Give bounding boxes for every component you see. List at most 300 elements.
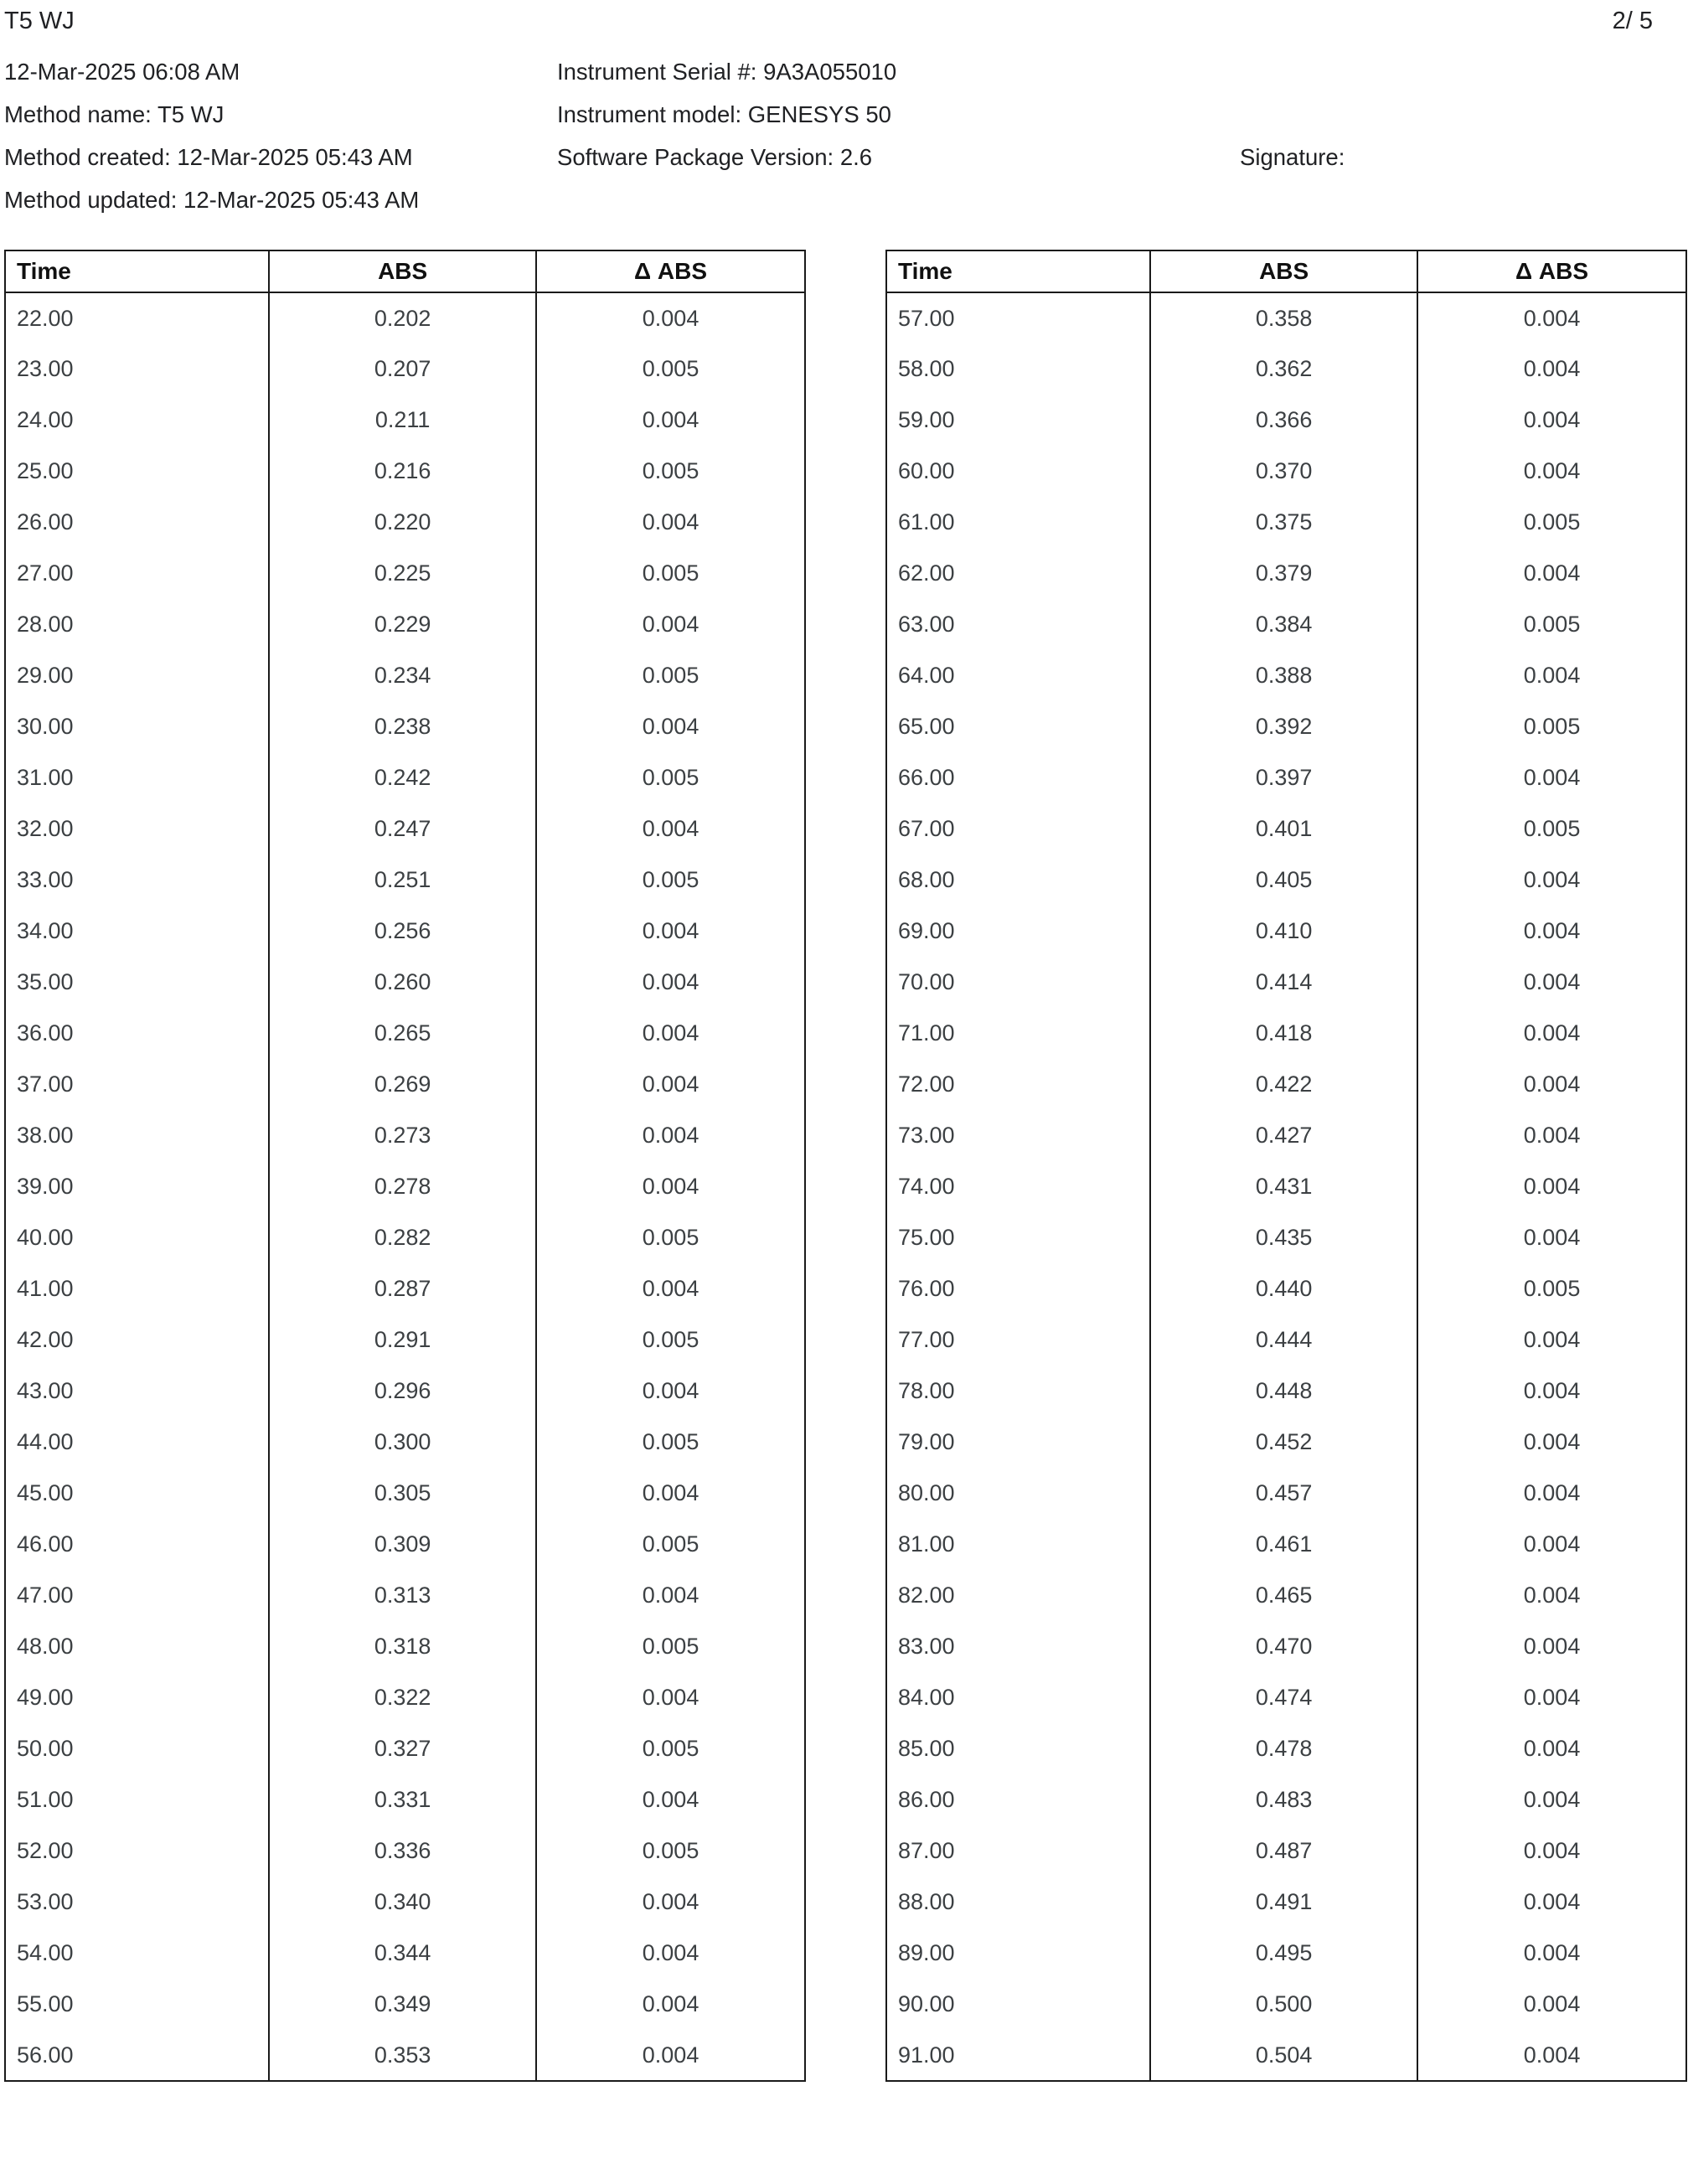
- delta-abs-cell: 0.005: [536, 548, 805, 599]
- abs-column-header: ABS: [1150, 250, 1417, 292]
- abs-cell: 0.296: [269, 1366, 536, 1417]
- table-row: [5, 599, 805, 650]
- abs-cell: 0.474: [1150, 1672, 1417, 1723]
- time-cell: 76.00: [886, 1263, 1150, 1314]
- method-name: Method name: T5 WJ: [4, 101, 225, 127]
- time-cell: 37.00: [5, 1059, 269, 1110]
- table-row: [886, 1417, 1686, 1468]
- abs-cell: 0.487: [1150, 1825, 1417, 1877]
- report-metadata: [4, 50, 1688, 221]
- signature-label: Signature:: [1240, 143, 1345, 170]
- delta-abs-cell: 0.005: [536, 752, 805, 803]
- report-titlebar: [4, 7, 1688, 42]
- table-row: [886, 1621, 1686, 1672]
- time-cell: 32.00: [5, 803, 269, 854]
- table-row: [5, 854, 805, 906]
- delta-abs-cell: 0.004: [1417, 650, 1686, 701]
- table-row: [5, 1314, 805, 1366]
- delta-abs-cell: 0.004: [1417, 1417, 1686, 1468]
- abs-cell: 0.410: [1150, 906, 1417, 957]
- abs-cell: 0.282: [269, 1212, 536, 1263]
- time-cell: 72.00: [886, 1059, 1150, 1110]
- delta-abs-cell: 0.004: [1417, 1110, 1686, 1161]
- delta-abs-cell: 0.004: [1417, 1366, 1686, 1417]
- table-row: [5, 1008, 805, 1059]
- delta-abs-cell: 0.005: [536, 1417, 805, 1468]
- delta-abs-cell: 0.004: [536, 1672, 805, 1723]
- time-cell: 42.00: [5, 1314, 269, 1366]
- delta-abs-cell: 0.005: [536, 1621, 805, 1672]
- time-cell: 31.00: [5, 752, 269, 803]
- time-cell: 28.00: [5, 599, 269, 650]
- abs-cell: 0.379: [1150, 548, 1417, 599]
- abs-cell: 0.247: [269, 803, 536, 854]
- time-cell: 33.00: [5, 854, 269, 906]
- time-cell: 64.00: [886, 650, 1150, 701]
- time-cell: 24.00: [5, 395, 269, 446]
- time-cell: 81.00: [886, 1519, 1150, 1570]
- table-row: [886, 701, 1686, 752]
- table-row: [886, 1672, 1686, 1723]
- abs-cell: 0.366: [1150, 395, 1417, 446]
- delta-abs-cell: 0.004: [1417, 1059, 1686, 1110]
- table-row: [886, 1570, 1686, 1621]
- delta-abs-cell: 0.004: [536, 906, 805, 957]
- table-row: [886, 497, 1686, 548]
- delta-abs-cell: 0.004: [536, 2030, 805, 2081]
- table-row: [886, 854, 1686, 906]
- table-body-left: [5, 292, 805, 2081]
- table-row: [886, 752, 1686, 803]
- delta-abs-cell: 0.004: [1417, 343, 1686, 395]
- delta-abs-cell: 0.005: [1417, 1263, 1686, 1314]
- delta-abs-cell: 0.004: [1417, 854, 1686, 906]
- time-cell: 26.00: [5, 497, 269, 548]
- table-row: [886, 1110, 1686, 1161]
- time-cell: 80.00: [886, 1468, 1150, 1519]
- delta-abs-cell: 0.004: [536, 803, 805, 854]
- abs-cell: 0.300: [269, 1417, 536, 1468]
- table-row: [886, 1825, 1686, 1877]
- time-cell: 34.00: [5, 906, 269, 957]
- abs-cell: 0.260: [269, 957, 536, 1008]
- time-cell: 85.00: [886, 1723, 1150, 1774]
- table-row: [886, 803, 1686, 854]
- delta-abs-cell: 0.004: [536, 1570, 805, 1621]
- time-cell: 66.00: [886, 752, 1150, 803]
- table-row: [5, 1979, 805, 2030]
- time-cell: 61.00: [886, 497, 1150, 548]
- abs-cell: 0.225: [269, 548, 536, 599]
- table-row: [5, 343, 805, 395]
- delta-abs-cell: 0.004: [1417, 1314, 1686, 1366]
- abs-cell: 0.242: [269, 752, 536, 803]
- time-cell: 35.00: [5, 957, 269, 1008]
- table-header-row: [886, 250, 1686, 292]
- abs-cell: 0.452: [1150, 1417, 1417, 1468]
- table-body-right: [886, 292, 1686, 2081]
- table-row: [886, 1519, 1686, 1570]
- time-cell: 84.00: [886, 1672, 1150, 1723]
- table-row: [886, 1059, 1686, 1110]
- delta-abs-cell: 0.005: [1417, 701, 1686, 752]
- delta-abs-cell: 0.004: [1417, 548, 1686, 599]
- delta-abs-cell: 0.004: [1417, 2030, 1686, 2081]
- abs-cell: 0.207: [269, 343, 536, 395]
- time-cell: 71.00: [886, 1008, 1150, 1059]
- table-row: [5, 1366, 805, 1417]
- abs-cell: 0.234: [269, 650, 536, 701]
- time-cell: 83.00: [886, 1621, 1150, 1672]
- table-row: [886, 1314, 1686, 1366]
- time-cell: 23.00: [5, 343, 269, 395]
- delta-abs-cell: 0.004: [1417, 446, 1686, 497]
- time-cell: 36.00: [5, 1008, 269, 1059]
- delta-abs-cell: 0.005: [1417, 497, 1686, 548]
- table-row: [5, 1570, 805, 1621]
- time-cell: 48.00: [5, 1621, 269, 1672]
- delta-abs-cell: 0.005: [1417, 599, 1686, 650]
- abs-cell: 0.256: [269, 906, 536, 957]
- abs-cell: 0.495: [1150, 1928, 1417, 1979]
- abs-cell: 0.251: [269, 854, 536, 906]
- table-row: [886, 395, 1686, 446]
- abs-cell: 0.405: [1150, 854, 1417, 906]
- time-cell: 88.00: [886, 1877, 1150, 1928]
- abs-cell: 0.305: [269, 1468, 536, 1519]
- delta-abs-cell: 0.004: [1417, 1979, 1686, 2030]
- delta-abs-cell: 0.004: [536, 1877, 805, 1928]
- instrument-serial: Instrument Serial #: 9A3A055010: [557, 58, 897, 85]
- table-row: [5, 1519, 805, 1570]
- abs-cell: 0.318: [269, 1621, 536, 1672]
- table-row: [886, 548, 1686, 599]
- abs-cell: 0.322: [269, 1672, 536, 1723]
- delta-abs-cell: 0.005: [536, 1723, 805, 1774]
- table-row: [886, 2030, 1686, 2081]
- delta-abs-cell: 0.004: [536, 599, 805, 650]
- abs-cell: 0.349: [269, 1979, 536, 2030]
- table-row: [886, 957, 1686, 1008]
- table-row: [886, 1774, 1686, 1825]
- abs-cell: 0.291: [269, 1314, 536, 1366]
- time-cell: 38.00: [5, 1110, 269, 1161]
- delta-abs-cell: 0.004: [536, 497, 805, 548]
- delta-abs-cell: 0.004: [536, 1979, 805, 2030]
- time-cell: 78.00: [886, 1366, 1150, 1417]
- delta-abs-cell: 0.004: [1417, 1723, 1686, 1774]
- abs-cell: 0.461: [1150, 1519, 1417, 1570]
- abs-cell: 0.457: [1150, 1468, 1417, 1519]
- delta-abs-cell: 0.004: [1417, 906, 1686, 957]
- delta-abs-cell: 0.004: [1417, 1877, 1686, 1928]
- abs-cell: 0.340: [269, 1877, 536, 1928]
- table-row: [5, 906, 805, 957]
- time-cell: 22.00: [5, 292, 269, 343]
- delta-abs-cell: 0.004: [1417, 1212, 1686, 1263]
- table-row: [5, 1161, 805, 1212]
- abs-cell: 0.265: [269, 1008, 536, 1059]
- abs-cell: 0.313: [269, 1570, 536, 1621]
- time-cell: 89.00: [886, 1928, 1150, 1979]
- abs-cell: 0.478: [1150, 1723, 1417, 1774]
- table-row: [5, 1774, 805, 1825]
- time-cell: 73.00: [886, 1110, 1150, 1161]
- abs-column-header: ABS: [269, 250, 536, 292]
- time-cell: 67.00: [886, 803, 1150, 854]
- delta-abs-cell: 0.004: [1417, 395, 1686, 446]
- table-row: [5, 1059, 805, 1110]
- abs-cell: 0.202: [269, 292, 536, 343]
- table-row: [5, 1928, 805, 1979]
- delta-abs-cell: 0.004: [1417, 1774, 1686, 1825]
- table-row: [886, 1723, 1686, 1774]
- delta-abs-cell: 0.004: [536, 1161, 805, 1212]
- abs-cell: 0.401: [1150, 803, 1417, 854]
- time-cell: 63.00: [886, 599, 1150, 650]
- report-datetime: 12-Mar-2025 06:08 AM: [4, 58, 240, 85]
- table-row: [886, 599, 1686, 650]
- abs-cell: 0.278: [269, 1161, 536, 1212]
- abs-cell: 0.216: [269, 446, 536, 497]
- data-tables-container: [4, 250, 1688, 2082]
- delta-abs-cell: 0.004: [536, 1774, 805, 1825]
- abs-cell: 0.431: [1150, 1161, 1417, 1212]
- delta-abs-cell: 0.005: [536, 343, 805, 395]
- abs-cell: 0.238: [269, 701, 536, 752]
- time-cell: 25.00: [5, 446, 269, 497]
- delta-abs-cell: 0.004: [536, 1110, 805, 1161]
- method-created: Method created: 12-Mar-2025 05:43 AM: [4, 143, 413, 170]
- abs-cell: 0.331: [269, 1774, 536, 1825]
- abs-cell: 0.211: [269, 395, 536, 446]
- abs-cell: 0.504: [1150, 2030, 1417, 2081]
- time-cell: 57.00: [886, 292, 1150, 343]
- abs-cell: 0.440: [1150, 1263, 1417, 1314]
- time-cell: 65.00: [886, 701, 1150, 752]
- table-row: [886, 650, 1686, 701]
- abs-cell: 0.327: [269, 1723, 536, 1774]
- table-row: [886, 1008, 1686, 1059]
- abs-cell: 0.500: [1150, 1979, 1417, 2030]
- time-cell: 49.00: [5, 1672, 269, 1723]
- abs-cell: 0.427: [1150, 1110, 1417, 1161]
- data-table-left: [4, 250, 806, 2082]
- time-cell: 50.00: [5, 1723, 269, 1774]
- abs-cell: 0.273: [269, 1110, 536, 1161]
- abs-cell: 0.358: [1150, 292, 1417, 343]
- delta-abs-cell: 0.005: [536, 650, 805, 701]
- table-row: [5, 1621, 805, 1672]
- table-row: [5, 752, 805, 803]
- page-number: 2/ 5: [1612, 8, 1653, 34]
- table-row: [886, 1979, 1686, 2030]
- abs-cell: 0.269: [269, 1059, 536, 1110]
- delta-abs-cell: 0.005: [536, 854, 805, 906]
- time-cell: 69.00: [886, 906, 1150, 957]
- abs-cell: 0.309: [269, 1519, 536, 1570]
- time-cell: 41.00: [5, 1263, 269, 1314]
- time-cell: 77.00: [886, 1314, 1150, 1366]
- table-row: [5, 1263, 805, 1314]
- abs-cell: 0.229: [269, 599, 536, 650]
- delta-abs-cell: 0.004: [536, 1468, 805, 1519]
- time-cell: 30.00: [5, 701, 269, 752]
- delta-abs-column-header: Δ ABS: [536, 250, 805, 292]
- table-row: [886, 1366, 1686, 1417]
- table-row: [886, 343, 1686, 395]
- table-row: [886, 292, 1686, 343]
- table-row: [5, 292, 805, 343]
- time-cell: 70.00: [886, 957, 1150, 1008]
- abs-cell: 0.418: [1150, 1008, 1417, 1059]
- time-cell: 39.00: [5, 1161, 269, 1212]
- time-column-header: Time: [886, 250, 1150, 292]
- delta-abs-cell: 0.004: [536, 1928, 805, 1979]
- time-cell: 58.00: [886, 343, 1150, 395]
- abs-cell: 0.388: [1150, 650, 1417, 701]
- delta-abs-cell: 0.004: [1417, 1621, 1686, 1672]
- delta-abs-column-header: Δ ABS: [1417, 250, 1686, 292]
- table-row: [886, 906, 1686, 957]
- time-cell: 56.00: [5, 2030, 269, 2081]
- delta-abs-cell: 0.004: [1417, 1928, 1686, 1979]
- delta-abs-cell: 0.004: [536, 1008, 805, 1059]
- table-row: [886, 1161, 1686, 1212]
- data-table-right: [885, 250, 1687, 2082]
- delta-abs-cell: 0.004: [536, 957, 805, 1008]
- table-row: [886, 1877, 1686, 1928]
- time-cell: 90.00: [886, 1979, 1150, 2030]
- table-row: [5, 650, 805, 701]
- table-row: [5, 2030, 805, 2081]
- abs-cell: 0.220: [269, 497, 536, 548]
- table-row: [5, 497, 805, 548]
- time-column-header: Time: [5, 250, 269, 292]
- time-cell: 55.00: [5, 1979, 269, 2030]
- time-cell: 86.00: [886, 1774, 1150, 1825]
- time-cell: 44.00: [5, 1417, 269, 1468]
- abs-cell: 0.414: [1150, 957, 1417, 1008]
- table-row: [5, 1468, 805, 1519]
- delta-abs-cell: 0.004: [536, 292, 805, 343]
- table-row: [5, 957, 805, 1008]
- delta-abs-cell: 0.005: [536, 446, 805, 497]
- table-row: [5, 446, 805, 497]
- delta-abs-cell: 0.004: [1417, 1008, 1686, 1059]
- delta-abs-cell: 0.004: [1417, 1468, 1686, 1519]
- delta-abs-cell: 0.004: [1417, 957, 1686, 1008]
- abs-cell: 0.422: [1150, 1059, 1417, 1110]
- time-cell: 60.00: [886, 446, 1150, 497]
- software-version: Software Package Version: 2.6: [557, 143, 873, 170]
- delta-abs-cell: 0.004: [1417, 1161, 1686, 1212]
- time-cell: 40.00: [5, 1212, 269, 1263]
- abs-cell: 0.287: [269, 1263, 536, 1314]
- time-cell: 54.00: [5, 1928, 269, 1979]
- delta-abs-cell: 0.005: [536, 1314, 805, 1366]
- abs-cell: 0.444: [1150, 1314, 1417, 1366]
- table-row: [5, 701, 805, 752]
- abs-cell: 0.384: [1150, 599, 1417, 650]
- table-row: [886, 1263, 1686, 1314]
- time-cell: 43.00: [5, 1366, 269, 1417]
- delta-abs-cell: 0.004: [1417, 1825, 1686, 1877]
- abs-cell: 0.370: [1150, 446, 1417, 497]
- time-cell: 29.00: [5, 650, 269, 701]
- abs-cell: 0.344: [269, 1928, 536, 1979]
- delta-abs-cell: 0.004: [536, 1059, 805, 1110]
- instrument-model: Instrument model: GENESYS 50: [557, 101, 891, 127]
- time-cell: 53.00: [5, 1877, 269, 1928]
- delta-abs-cell: 0.005: [536, 1519, 805, 1570]
- abs-cell: 0.375: [1150, 497, 1417, 548]
- delta-abs-cell: 0.004: [536, 1366, 805, 1417]
- table-row: [5, 1110, 805, 1161]
- time-cell: 87.00: [886, 1825, 1150, 1877]
- time-cell: 47.00: [5, 1570, 269, 1621]
- time-cell: 91.00: [886, 2030, 1150, 2081]
- time-cell: 27.00: [5, 548, 269, 599]
- delta-abs-cell: 0.004: [536, 701, 805, 752]
- delta-abs-cell: 0.004: [1417, 752, 1686, 803]
- delta-abs-cell: 0.004: [1417, 1672, 1686, 1723]
- table-row: [5, 395, 805, 446]
- delta-abs-cell: 0.005: [536, 1212, 805, 1263]
- abs-cell: 0.435: [1150, 1212, 1417, 1263]
- delta-abs-cell: 0.004: [536, 395, 805, 446]
- time-cell: 75.00: [886, 1212, 1150, 1263]
- delta-abs-cell: 0.004: [1417, 1570, 1686, 1621]
- table-header-row: [5, 250, 805, 292]
- time-cell: 45.00: [5, 1468, 269, 1519]
- table-row: [886, 446, 1686, 497]
- time-cell: 51.00: [5, 1774, 269, 1825]
- time-cell: 59.00: [886, 395, 1150, 446]
- abs-cell: 0.362: [1150, 343, 1417, 395]
- table-row: [5, 1672, 805, 1723]
- time-cell: 82.00: [886, 1570, 1150, 1621]
- abs-cell: 0.353: [269, 2030, 536, 2081]
- abs-cell: 0.465: [1150, 1570, 1417, 1621]
- delta-abs-cell: 0.004: [536, 1263, 805, 1314]
- abs-cell: 0.483: [1150, 1774, 1417, 1825]
- time-cell: 62.00: [886, 548, 1150, 599]
- table-row: [886, 1928, 1686, 1979]
- abs-cell: 0.470: [1150, 1621, 1417, 1672]
- time-cell: 68.00: [886, 854, 1150, 906]
- page-title: T5 WJ: [4, 8, 75, 34]
- table-row: [5, 803, 805, 854]
- table-row: [5, 1417, 805, 1468]
- method-updated: Method updated: 12-Mar-2025 05:43 AM: [4, 186, 420, 213]
- abs-cell: 0.392: [1150, 701, 1417, 752]
- abs-cell: 0.336: [269, 1825, 536, 1877]
- time-cell: 46.00: [5, 1519, 269, 1570]
- abs-cell: 0.491: [1150, 1877, 1417, 1928]
- table-row: [5, 1723, 805, 1774]
- table-row: [886, 1468, 1686, 1519]
- table-row: [5, 1877, 805, 1928]
- table-row: [5, 548, 805, 599]
- table-row: [886, 1212, 1686, 1263]
- table-row: [5, 1212, 805, 1263]
- delta-abs-cell: 0.005: [1417, 803, 1686, 854]
- time-cell: 52.00: [5, 1825, 269, 1877]
- abs-cell: 0.397: [1150, 752, 1417, 803]
- delta-abs-cell: 0.004: [1417, 292, 1686, 343]
- time-cell: 74.00: [886, 1161, 1150, 1212]
